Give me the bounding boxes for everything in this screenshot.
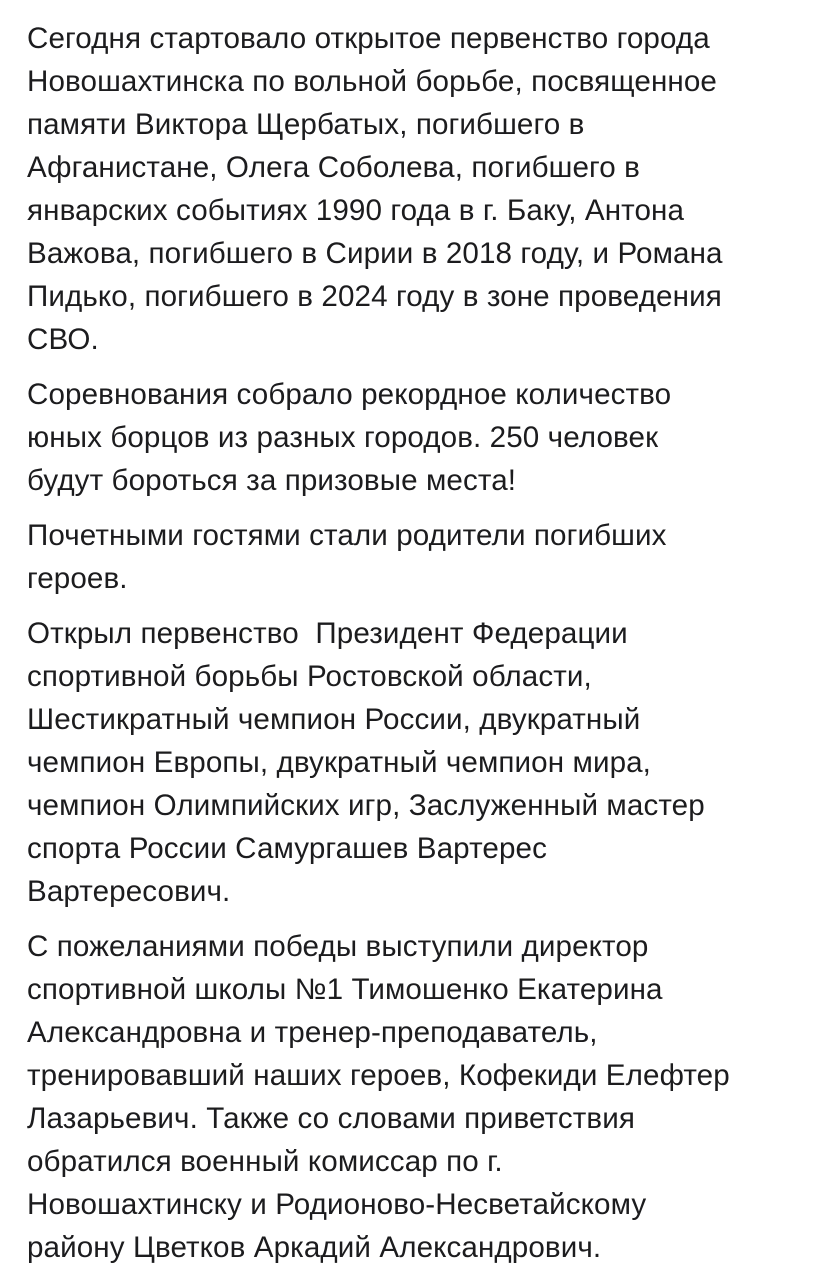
text-line: Шестикратный чемпион России, двукратный xyxy=(27,703,641,736)
text-line: Александровна и тренер-преподаватель, xyxy=(27,1016,598,1049)
paragraph-participants xyxy=(27,373,827,502)
text-line: Сегодня стартовало открытое первенство города xyxy=(27,22,710,55)
paragraph-wishes xyxy=(27,925,827,1269)
text-line: будут бороться за призовые места! xyxy=(27,464,517,497)
text-line: спорта России Самургашев Вартерес xyxy=(27,832,547,865)
paragraph-guests xyxy=(27,514,827,600)
text-line: Вартересович. xyxy=(27,875,231,908)
text-line: чемпион Олимпийских игр, Заслуженный мастер xyxy=(27,789,705,822)
text-line: юных борцов из разных городов. 250 человек xyxy=(27,421,659,454)
paragraph-opening-speech xyxy=(27,612,827,913)
text-line: памяти Виктора Щербатых, погибшего в xyxy=(27,108,585,141)
text-line: обратился военный комиссар по г. xyxy=(27,1145,503,1178)
text-line: Пидько, погибшего в 2024 году в зоне проведения xyxy=(27,280,722,313)
text-line: Новошахтинску и Родионово-Несветайскому xyxy=(27,1188,647,1221)
text-line: чемпион Европы, двукратный чемпион мира, xyxy=(27,746,652,779)
text-line: Афганистане, Олега Соболева, погибшего в xyxy=(27,151,640,184)
text-line: Важова, погибшего в Сирии в 2018 году, и Романа xyxy=(27,237,723,270)
text-line: Открыл первенство Президент Федерации xyxy=(27,617,628,650)
text-line: Соревнования собрало рекордное количество xyxy=(27,378,672,411)
text-line: январских событиях 1990 года в г. Баку, Антона xyxy=(27,194,685,227)
text-line: Лазарьевич. Также со словами приветствия xyxy=(27,1102,635,1135)
text-line: спортивной борьбы Ростовской области, xyxy=(27,660,592,693)
text-line: спортивной школы №1 Тимошенко Екатерина xyxy=(27,973,663,1006)
post-text xyxy=(27,17,827,1269)
text-line: героев. xyxy=(27,562,128,595)
text-line: тренировавший наших героев, Кофекиди Елефтер xyxy=(27,1059,730,1092)
text-line: С пожеланиями победы выступили директор xyxy=(27,930,649,963)
paragraph-opening xyxy=(27,17,827,361)
text-line: Новошахтинска по вольной борьбе, посвященное xyxy=(27,65,717,98)
text-line: СВО. xyxy=(27,323,99,356)
text-line: району Цветков Аркадий Александрович. xyxy=(27,1231,602,1264)
text-line: Почетными гостями стали родители погибших xyxy=(27,519,667,552)
